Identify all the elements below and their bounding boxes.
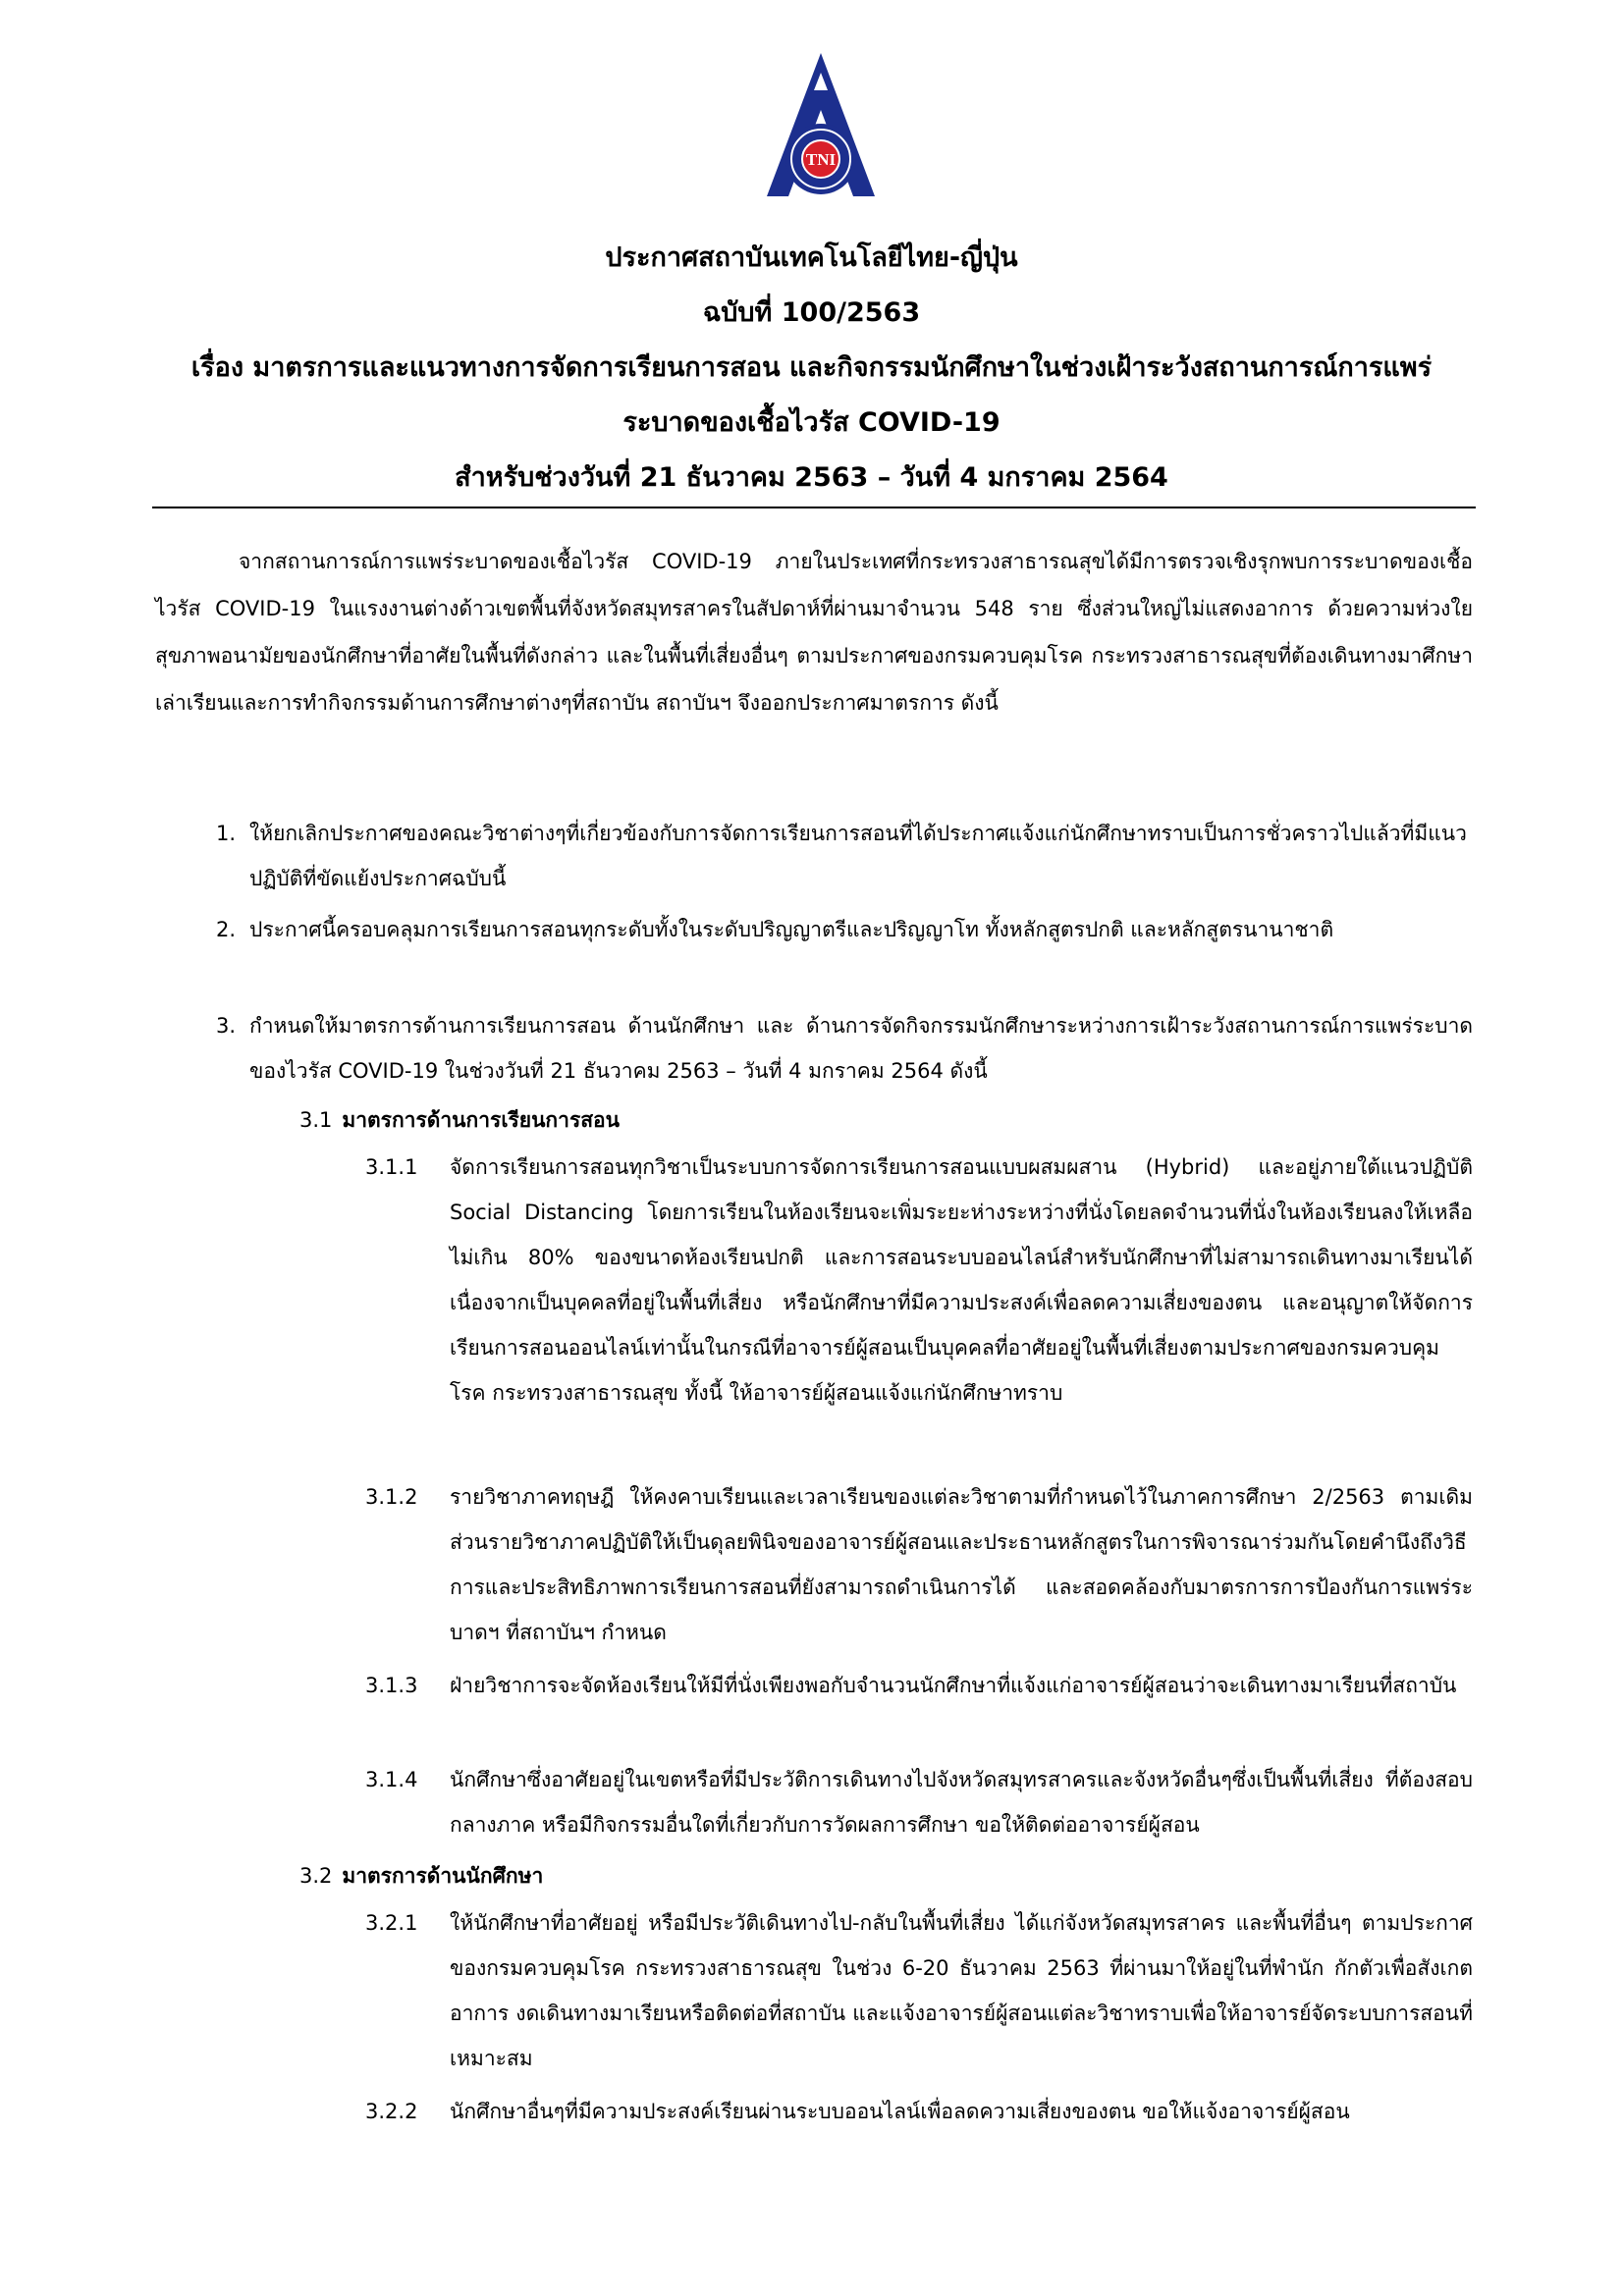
- item-number: 3.1.4: [365, 1768, 418, 1791]
- item-3-2-1: [365, 1900, 1473, 2081]
- header-subject-2: ระบาดของเชื้อไวรัส COVID-19: [622, 407, 1001, 438]
- item-text: นักศึกษาซึ่งอาศัยอยู่ในเขตหรือที่มีประวัติการเดินทางไปจังหวัดสมุทรสาครและจังหวัดอื่นๆซึ่งเป็นพื้นที่เสี่ยง ที่ต้องสอบกลางภาค หรือมีกิจกรรมอื่นใดที่เกี่ยวกับการวัดผลการศึกษา ขอให้ติดต่ออาจารย์ผู้สอน: [450, 1768, 1473, 1837]
- list-item-3: [216, 1003, 1473, 1094]
- header-period: สำหรับช่วงวันที่ 21 ธันวาคม 2563 – วันที่ 4 มกราคม 2564: [455, 462, 1168, 493]
- list-item-text: ประกาศนี้ครอบคลุมการเรียนการสอนทุกระดับทั้งในระดับปริญญาตรีและปริญญาโท ทั้งหลักสูตรปกติ และหลักสูตรนานาชาติ: [249, 918, 1334, 941]
- list-item-1: [216, 811, 1473, 901]
- item-text: ฝ่ายวิชาการจะจัดห้องเรียนให้มีที่นั่งเพียงพอกับจำนวนนักศึกษาที่แจ้งแก่อาจารย์ผู้สอนว่าจะเดินทางมาเรียนที่สถาบัน: [450, 1674, 1457, 1697]
- header-institute: ประกาศสถาบันเทคโนโลยีไทย-ญี่ปุ่น: [605, 242, 1018, 273]
- list-item-text: ให้ยกเลิกประกาศของคณะวิชาต่างๆที่เกี่ยวข้องกับการจัดการเรียนการสอนที่ได้ประกาศแจ้งแก่นักศึกษาทราบเป็นการชั่วคราวไปแล้วที่มีแนวปฏิบัติที่ขัดแย้งประกาศฉบับนี้: [249, 822, 1467, 890]
- list-item-number: 3.: [216, 1014, 237, 1038]
- item-3-2-2: [365, 2089, 1473, 2134]
- item-3-1-1: [365, 1145, 1473, 1415]
- item-text: รายวิชาภาคทฤษฎี ให้คงคาบเรียนและเวลาเรียนของแต่ละวิชาตามที่กำหนดไว้ในภาคการศึกษา 2/2563 ตามเดิม ส่วนรายวิชาภาคปฏิบัติให้เป็นดุลยพินิจของอาจารย์ผู้สอนและประธานหลักสูตรในการพิจารณาร่วมกันโดยคำนึงถึงวิธีการและประสิทธิภาพการเรียนการสอนที่ยังสามารถดำเนินการได้ และสอดคล้องกับมาตรการการป้องกันการแพร่ระบาดฯ ที่สถาบันฯ กำหนด: [450, 1485, 1473, 1644]
- item-text: นักศึกษาอื่นๆที่มีความประสงค์เรียนผ่านระบบออนไลน์เพื่อลดความเสี่ยงของตน ขอให้แจ้งอาจารย์ผู้สอน: [450, 2100, 1350, 2123]
- list-item-number: 1.: [216, 822, 237, 845]
- item-number: 3.1.3: [365, 1674, 418, 1697]
- item-3-1-3: [365, 1663, 1473, 1708]
- logo-text: TNI: [805, 150, 837, 169]
- announcement-header: [0, 231, 1623, 506]
- item-number: 3.1.2: [365, 1485, 418, 1509]
- item-text: ให้นักศึกษาที่อาศัยอยู่ หรือมีประวัติเดินทางไป-กลับในพื้นที่เสี่ยง ได้แก่จังหวัดสมุทรสาคร และพื้นที่อื่นๆ ตามประกาศของกรมควบคุมโรค กระทรวงสาธารณสุข ในช่วง 6-20 ธันวาคม 2563 ที่ผ่านมาให้อยู่ในที่พำนัก กักตัวเพื่อสังเกตอาการ งดเดินทางมาเรียนหรือติดต่อที่สถาบัน และแจ้งอาจารย์ผู้สอนแต่ละวิชาทราบเพื่อให้อาจารย์จัดระบบการสอนที่เหมาะสม: [450, 1911, 1473, 2070]
- header-divider: [152, 507, 1476, 508]
- item-3-1-2: [365, 1474, 1473, 1655]
- section-3-1-heading: [299, 1097, 620, 1143]
- item-number: 3.1.1: [365, 1155, 418, 1179]
- item-3-1-4: [365, 1757, 1473, 1847]
- item-number: 3.2.2: [365, 2100, 418, 2123]
- intro-paragraph: จากสถานการณ์การแพร่ระบาดของเชื้อไวรัส COVID-19 ภายในประเทศที่กระทรวงสาธารณสุขได้มีการตรวจเชิงรุกพบการระบาดของเชื้อไวรัส COVID-19 ในแรงงานต่างด้าวเขตพื้นที่จังหวัดสมุทรสาครในสัปดาห์ที่ผ่านมาจำนวน 548 ราย ซึ่งส่วนใหญ่ไม่แสดงอาการ ด้วยความห่วงใยสุขภาพอนามัยของนักศึกษาที่อาศัยในพื้นที่ดังกล่าว และในพื้นที่เสี่ยงอื่นๆ ตามประกาศของกรมควบคุมโรค กระทรวงสาธารณสุขที่ต้องเดินทางมาศึกษาเล่าเรียนและการทำกิจกรรมด้านการศึกษาต่างๆที่สถาบัน สถาบันฯ จึงออกประกาศมาตรการ ดังนี้: [155, 550, 1473, 715]
- section-title: มาตรการด้านการเรียนการสอน: [342, 1108, 621, 1132]
- section-number: 3.2: [299, 1864, 333, 1888]
- list-item-2: [216, 907, 1473, 952]
- header-subject-1: เรื่อง มาตรการและแนวทางการจัดการเรียนการสอน และกิจกรรมนักศึกษาในช่วงเฝ้าระวังสถานการณ์การแพร่: [190, 352, 1433, 383]
- tni-logo: [763, 51, 879, 200]
- item-text: จัดการเรียนการสอนทุกวิชาเป็นระบบการจัดการเรียนการสอนแบบผสมผสาน (Hybrid) และอยู่ภายใต้แนวปฏิบัติ Social Distancing โดยการเรียนในห้องเรียนจะเพิ่มระยะห่างระหว่างที่นั่งโดยลดจำนวนที่นั่งในห้องเรียนลงให้เหลือไม่เกิน 80% ของขนาดห้องเรียนปกติ และการสอนระบบออนไลน์สำหรับนักศึกษาที่ไม่สามารถเดินทางมาเรียนได้เนื่องจากเป็นบุคคลที่อยู่ในพื้นที่เสี่ยง หรือนักศึกษาที่มีความประสงค์เพื่อลดความเสี่ยงของตน และอนุญาตให้จัดการเรียนการสอนออนไลน์เท่านั้นในกรณีที่อาจารย์ผู้สอนเป็นบุคคลที่อาศัยอยู่ในพื้นที่เสี่ยงตามประกาศของกรมควบคุมโรค กระทรวงสาธารณสุข ทั้งนี้ ให้อาจารย์ผู้สอนแจ้งแก่นักศึกษาทราบ: [450, 1155, 1473, 1405]
- header-number: ฉบับที่ 100/2563: [702, 297, 921, 328]
- section-number: 3.1: [299, 1108, 333, 1132]
- section-3-2-heading: [299, 1853, 543, 1898]
- section-title: มาตรการด้านนักศึกษา: [342, 1864, 544, 1888]
- item-number: 3.2.1: [365, 1911, 418, 1935]
- list-item-number: 2.: [216, 918, 237, 941]
- list-item-text: กำหนดให้มาตรการด้านการเรียนการสอน ด้านนักศึกษา และ ด้านการจัดกิจกรรมนักศึกษาระหว่างการเฝ้าระวังสถานการณ์การแพร่ระบาดของไวรัส COVID-19 ในช่วงวันที่ 21 ธันวาคม 2563 – วันที่ 4 มกราคม 2564 ดังนี้: [249, 1014, 1473, 1083]
